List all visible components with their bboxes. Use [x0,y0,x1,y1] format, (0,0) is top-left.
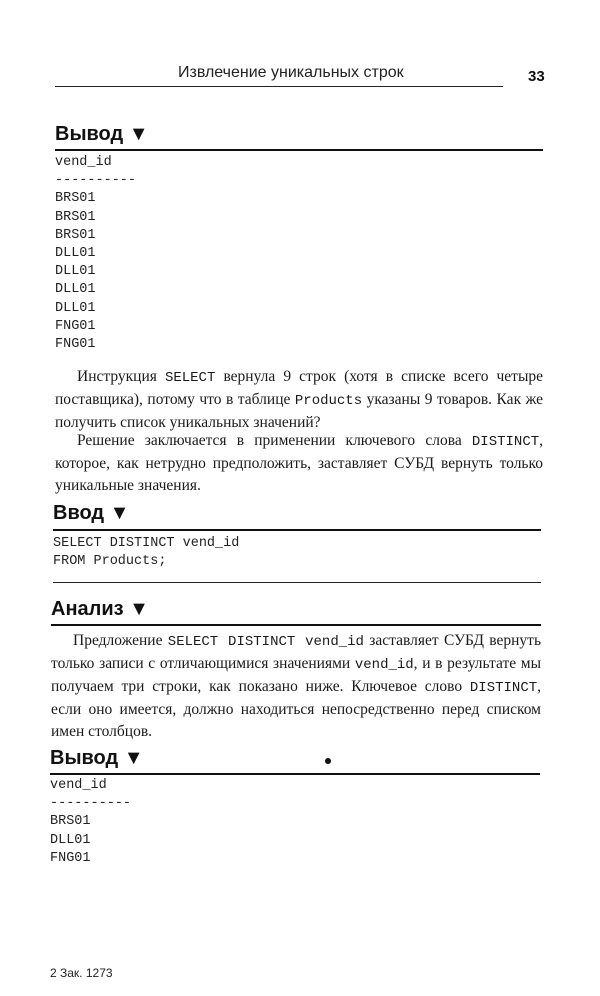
paragraph-2: Решение заключается в применении ключевого слова DISTINCT, которое, как нетрудно предположить, заставляет СУБД вернуть только уникальные значения. [55,432,543,494]
header-rule [55,86,503,87]
bullet-dot [325,758,331,764]
output-code-2: vend_id ---------- BRS01 DLL01 FNG01 [50,778,132,866]
input-bottom-rule [53,582,541,583]
analysis-heading: Анализ ▼ [51,598,149,620]
running-header-title: Извлечение уникальных строк [178,64,404,81]
output-code-1: vend_id ---------- BRS01 BRS01 BRS01 DLL01 DLL01 DLL01 DLL01 FNG01 FNG01 [55,155,137,353]
page-number: 33 [528,68,545,85]
output-rule-2 [50,773,540,775]
analysis-rule [51,624,541,626]
code-select: SELECT [164,370,216,386]
output-rule-1 [55,149,543,151]
output-heading-2: Вывод ▼ [50,747,144,769]
output-heading-1: Вывод ▼ [55,123,149,145]
input-rule [53,529,541,531]
footer-signature: 2 Зак. 1273 [50,966,113,980]
input-heading: Ввод ▼ [53,502,130,524]
input-code: SELECT DISTINCT vend_id FROM Products; [53,536,240,570]
paragraph-1: Инструкция SELECT вернула 9 строк (хотя в списке всего четыре поставщика), потому что в таблице Products указаны 9 товаров. Как же получить список уникальных значений? [55,368,543,431]
code-products: Products [294,393,363,409]
analysis-paragraph: Предложение SELECT DISTINCT vend_id заставляет СУБД вернуть только записи с отличающимися значениями vend_id, и в результате мы получаем три строки, как показано ниже. Ключевое слово DISTINCT, если оно имеется, должно находиться непосредственно перед списком имен столбцов. [51,632,542,740]
code-distinct: DISTINCT [471,434,540,450]
